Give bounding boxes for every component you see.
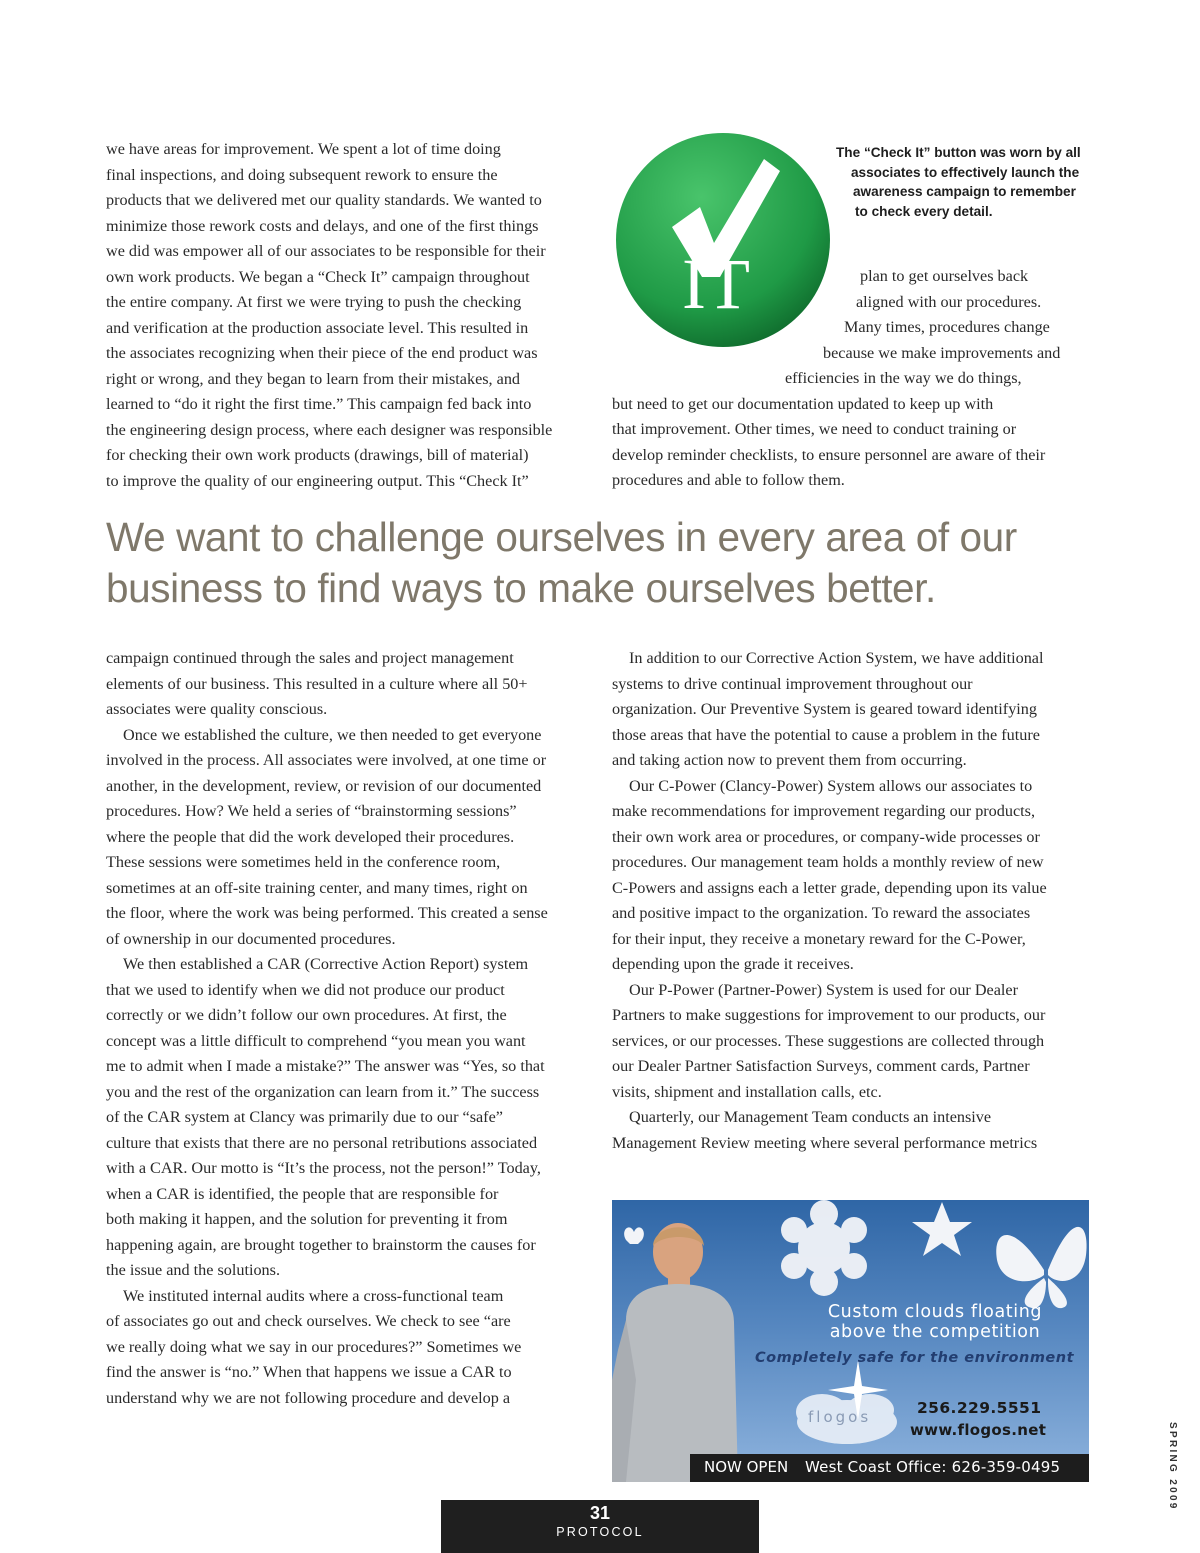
article-column-left-top bbox=[106, 137, 590, 494]
text-line: and taking action now to prevent them from occurring. bbox=[612, 751, 967, 769]
text-line: of ownership in our documented procedures. bbox=[106, 929, 396, 948]
text-line: efficiencies in the way we do things, bbox=[785, 369, 1022, 387]
ad-phone: 256.229.5551 bbox=[917, 1399, 1042, 1417]
text-line: the floor, where the work was being performed. This created a sense bbox=[106, 904, 548, 922]
page-number: 31 bbox=[589, 1503, 611, 1523]
text-line: you and the rest of the organization can learn from it.” The success bbox=[106, 1082, 540, 1101]
caption-line: The “Check It” button was worn by all bbox=[836, 145, 1081, 160]
text-line: involved in the process. All associates were involved, at one time or bbox=[106, 751, 547, 769]
text-line: those areas that have the potential to cause a problem in the future bbox=[612, 725, 1040, 744]
text-line: Management Review meeting where several performance metrics bbox=[612, 1133, 1038, 1152]
flogos-logo: flogos bbox=[808, 1408, 872, 1426]
text-line: own work products. We began a “Check It” campaign throughout bbox=[106, 267, 530, 286]
text-line: associates were quality conscious. bbox=[106, 700, 328, 718]
text-line: their own work area or procedures, or company-wide processes or bbox=[612, 827, 1040, 846]
snowflake-icon bbox=[781, 1200, 867, 1296]
text-line: that improvement. Other times, we need to conduct training or bbox=[612, 420, 1017, 438]
text-line: We then established a CAR (Corrective Action Report) system bbox=[123, 955, 529, 973]
ad-now-open: NOW OPEN bbox=[704, 1458, 789, 1476]
text-line: These sessions were sometimes held in the conference room, bbox=[106, 853, 501, 871]
fleur-icon bbox=[624, 1227, 644, 1244]
text-line: we have areas for improvement. We spent a lot of time doing bbox=[106, 140, 501, 158]
text-line: me to admit when I made a mistake?” The answer was “Yes, so that bbox=[106, 1057, 545, 1075]
text-line: the associates recognizing when their piece of the end product was bbox=[106, 344, 538, 362]
butterfly-icon bbox=[996, 1227, 1086, 1308]
ad-headline bbox=[790, 1302, 1080, 1342]
text-line: Many times, procedures change bbox=[844, 318, 1050, 336]
text-line: find the answer is “no.” When that happens we issue a CAR to bbox=[106, 1363, 512, 1381]
article-column-left-bottom bbox=[106, 646, 590, 1411]
caption-line: to check every detail. bbox=[855, 203, 993, 219]
text-line: for checking their own work products (drawings, bill of material) bbox=[106, 446, 529, 464]
ad-website: www.flogos.net bbox=[910, 1421, 1047, 1439]
text-line: learned to “do it right the first time.” This campaign fed back into bbox=[106, 395, 532, 413]
text-line: the entire company. At first we were trying to push the checking bbox=[106, 293, 522, 311]
ad-headline-line: Custom clouds floating bbox=[827, 1302, 1043, 1322]
text-line: develop reminder checklists, to ensure personnel are aware of their bbox=[612, 445, 1046, 464]
text-line: make recommendations for improvement regarding our products, bbox=[612, 802, 1035, 820]
text-line: understand why we are not following procedure and develop a bbox=[106, 1388, 511, 1407]
text-line: campaign continued through the sales and project management bbox=[106, 649, 514, 667]
text-line: minimize those rework costs and delays, and one of the first things bbox=[106, 216, 539, 235]
text-line: correctly or we didn’t follow our own procedures. At first, the bbox=[106, 1006, 507, 1024]
page-footer bbox=[441, 1500, 759, 1553]
text-line: of the CAR system at Clancy was primarily due to our “safe” bbox=[106, 1108, 503, 1126]
text-line: Once we established the culture, we then needed to get everyone bbox=[123, 725, 542, 744]
text-line: our Dealer Partner Satisfaction Surveys, comment cards, Partner bbox=[612, 1057, 1030, 1075]
text-line: sometimes at an off-site training center, and many times, right on bbox=[106, 878, 528, 897]
text-line: concept was a little difficult to comprehend “you mean you want bbox=[106, 1031, 526, 1050]
ad-headline-line: above the competition bbox=[829, 1322, 1041, 1342]
text-line: aligned with our procedures. bbox=[856, 292, 1042, 311]
text-line: where the people that did the work developed their procedures. bbox=[106, 827, 515, 846]
text-line: procedures and able to follow them. bbox=[612, 471, 845, 489]
text-line: plan to get ourselves back bbox=[860, 267, 1029, 285]
flogos-advertisement bbox=[612, 1200, 1089, 1482]
text-line: happening again, are brought together to brainstorm the causes for bbox=[106, 1235, 536, 1254]
issue-date: SPRING 2009 bbox=[1167, 1422, 1178, 1511]
text-line: procedures. How? We held a series of “brainstorming sessions” bbox=[106, 802, 517, 820]
text-line: and positive impact to the organization. To reward the associates bbox=[612, 904, 1031, 922]
article-column-right-top bbox=[612, 264, 1090, 494]
text-line: for their input, they receive a monetary reward for the C-Power, bbox=[612, 929, 1026, 948]
text-line: Partners to make suggestions for improvement to our products, our bbox=[612, 1006, 1046, 1024]
text-line: culture that exists that there are no personal retributions associated bbox=[106, 1133, 538, 1152]
caption-line: associates to effectively launch the bbox=[851, 164, 1080, 180]
text-line: we did was empower all of our associates to be responsible for their bbox=[106, 242, 546, 260]
text-line: Quarterly, our Management Team conducts an intensive bbox=[629, 1108, 992, 1126]
article-column-right-bottom bbox=[612, 646, 1094, 1156]
text-line: In addition to our Corrective Action System, we have additional bbox=[629, 649, 1044, 667]
text-line: and verification at the production associate level. This resulted in bbox=[106, 318, 529, 337]
text-line: when a CAR is identified, the people that are responsible for bbox=[106, 1184, 499, 1203]
ad-west-coast-office: West Coast Office: 626-359-0495 bbox=[805, 1458, 1061, 1476]
caption-line: awareness campaign to remember bbox=[853, 184, 1076, 200]
text-line: systems to drive continual improvement throughout our bbox=[612, 674, 973, 693]
text-line: elements of our business. This resulted in a culture where all 50+ bbox=[106, 674, 528, 693]
text-line: Our C-Power (Clancy-Power) System allows our associates to bbox=[629, 776, 1033, 795]
text-line: but need to get our documentation updated to keep up with bbox=[612, 394, 994, 413]
text-line: because we make improvements and bbox=[823, 343, 1061, 362]
publication-name: PROTOCOL bbox=[556, 1525, 644, 1539]
text-line: we really doing what we say in our procedures?” Sometimes we bbox=[106, 1337, 522, 1356]
child-figure bbox=[612, 1223, 738, 1482]
text-line: both making it happen, and the solution for preventing it from bbox=[106, 1210, 508, 1228]
text-line: of associates go out and check ourselves. We check to see “are bbox=[106, 1312, 511, 1330]
text-line: C-Powers and assigns each a letter grade, depending upon its value bbox=[612, 878, 1047, 897]
ad-subline: Completely safe for the environment bbox=[754, 1350, 1075, 1366]
text-line: services, or our processes. These suggestions are collected through bbox=[612, 1031, 1045, 1050]
text-line: right or wrong, and they began to learn from their mistakes, and bbox=[106, 369, 521, 388]
text-line: Our P-Power (Partner-Power) System is used for our Dealer bbox=[629, 980, 1018, 999]
badge-text: IT bbox=[682, 244, 750, 324]
text-line: products that we delivered met our quality standards. We wanted to bbox=[106, 191, 542, 209]
text-line: organization. Our Preventive System is geared toward identifying bbox=[612, 700, 1037, 718]
text-line: another, in the development, review, or revision of our documented bbox=[106, 776, 542, 795]
text-line: visits, shipment and installation calls, etc. bbox=[612, 1082, 882, 1101]
text-line: with a CAR. Our motto is “It’s the process, not the person!” Today, bbox=[106, 1159, 541, 1177]
text-line: that we used to identify when we did not produce our product bbox=[106, 980, 505, 999]
pull-quote: We want to challenge ourselves in every area of our business to find ways to make ourselves better. bbox=[106, 514, 1017, 611]
text-line: depending upon the grade it receives. bbox=[612, 955, 854, 973]
text-line: final inspections, and doing subsequent rework to ensure the bbox=[106, 165, 498, 184]
text-line: procedures. Our management team holds a monthly review of new bbox=[612, 853, 1044, 871]
photo-caption bbox=[836, 143, 1098, 221]
text-line: We instituted internal audits where a cross-functional team bbox=[123, 1286, 504, 1305]
text-line: to improve the quality of our engineering output. This “Check It” bbox=[106, 471, 529, 490]
star-icon bbox=[912, 1202, 972, 1256]
text-line: the engineering design process, where each designer was responsible bbox=[106, 420, 553, 439]
text-line: the issue and the solutions. bbox=[106, 1261, 280, 1279]
